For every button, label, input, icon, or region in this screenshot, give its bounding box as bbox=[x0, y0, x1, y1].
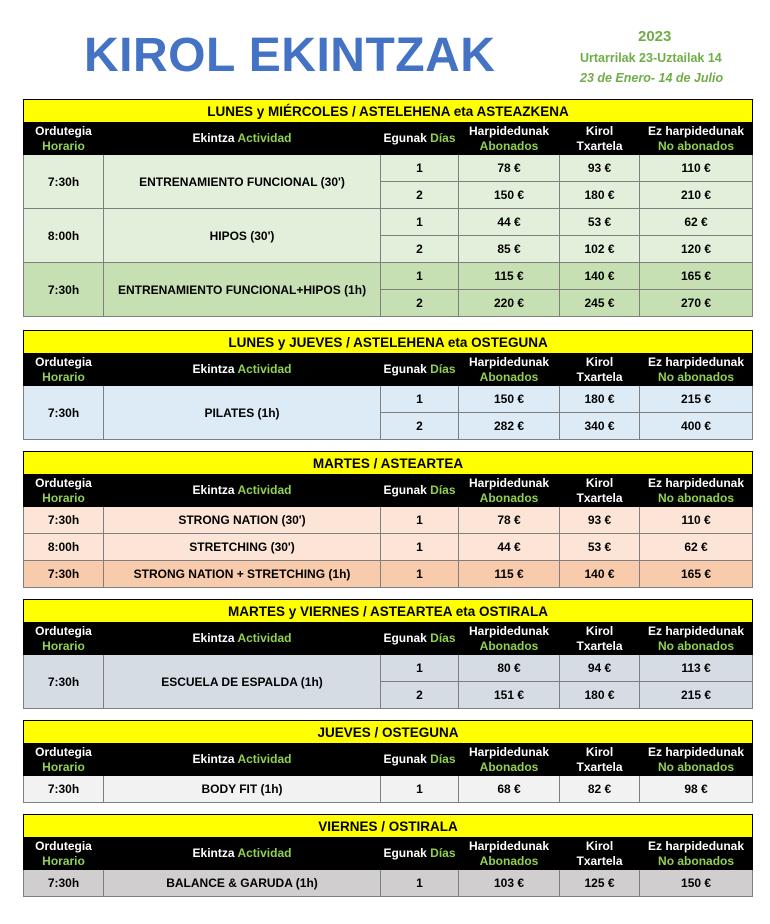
price-kirol-cell: 125 € bbox=[560, 870, 640, 897]
time-cell: 7:30h bbox=[24, 263, 104, 317]
header-text: Ez harpidedunak bbox=[648, 623, 745, 638]
header-text: Días bbox=[430, 483, 456, 497]
price-kirol-cell: 140 € bbox=[560, 263, 640, 290]
header-text: Horario bbox=[42, 638, 85, 653]
header-text: Txartela bbox=[576, 490, 623, 505]
time-cell: 7:30h bbox=[24, 561, 104, 588]
header-no-abonados bbox=[640, 838, 753, 870]
price-abonados-cell: 151 € bbox=[459, 682, 560, 709]
price-no-abonados-cell: 215 € bbox=[640, 386, 753, 413]
header-text: Horario bbox=[42, 759, 85, 774]
price-kirol-cell: 140 € bbox=[560, 561, 640, 588]
header-text: Días bbox=[430, 846, 456, 860]
header-text: No abonados bbox=[658, 853, 735, 868]
time-cell: 7:30h bbox=[24, 507, 104, 534]
header-text: Harpidedunak bbox=[468, 623, 549, 638]
price-abonados-cell: 85 € bbox=[459, 236, 560, 263]
activity-cell: HIPOS (30') bbox=[104, 209, 381, 263]
price-abonados-cell: 220 € bbox=[459, 290, 560, 317]
header-text: Harpidedunak bbox=[468, 744, 549, 759]
price-kirol-cell: 180 € bbox=[560, 182, 640, 209]
header-text: Kirol bbox=[585, 354, 614, 369]
time-cell: 8:00h bbox=[24, 534, 104, 561]
schedule-table bbox=[23, 99, 753, 317]
header-text: Ekintza bbox=[192, 131, 235, 145]
header-no-abonados bbox=[640, 623, 753, 655]
price-abonados-cell: 78 € bbox=[459, 507, 560, 534]
header-text: Txartela bbox=[576, 853, 623, 868]
header-no-abonados bbox=[640, 123, 753, 155]
days-cell: 1 bbox=[381, 386, 459, 413]
time-cell: 8:00h bbox=[24, 209, 104, 263]
header-text: Ordutegia bbox=[35, 475, 92, 490]
header-text: Ez harpidedunak bbox=[647, 744, 745, 759]
days-cell: 1 bbox=[381, 870, 459, 897]
header-text: Ekintza bbox=[192, 846, 235, 860]
header-text: Ekintza bbox=[192, 752, 235, 766]
header-dias bbox=[381, 354, 459, 386]
time-cell: 7:30h bbox=[24, 155, 104, 209]
header-text: Abonados bbox=[479, 369, 539, 384]
header-text: Abonados bbox=[479, 490, 539, 505]
activity-cell: STRONG NATION (30') bbox=[104, 507, 381, 534]
header-text: Kirol bbox=[585, 838, 614, 853]
price-abonados-cell: 150 € bbox=[459, 182, 560, 209]
price-kirol-cell: 180 € bbox=[560, 682, 640, 709]
price-abonados-cell: 44 € bbox=[459, 209, 560, 236]
table-row bbox=[24, 386, 753, 413]
days-cell: 1 bbox=[381, 561, 459, 588]
price-no-abonados-cell: 165 € bbox=[640, 263, 753, 290]
header-dias bbox=[381, 744, 459, 776]
table-row bbox=[24, 507, 753, 534]
section-title: VIERNES / OSTIRALA bbox=[24, 815, 753, 838]
header-text: Horario bbox=[42, 138, 85, 153]
time-cell: 7:30h bbox=[24, 386, 104, 440]
header-text: Egunak bbox=[383, 752, 427, 766]
table-row bbox=[24, 561, 753, 588]
price-abonados-cell: 282 € bbox=[459, 413, 560, 440]
schedule-table bbox=[23, 599, 753, 709]
header-horario bbox=[24, 838, 104, 870]
activity-cell: ENTRENAMIENTO FUNCIONAL+HIPOS (1h) bbox=[104, 263, 381, 317]
header-actividad bbox=[104, 623, 381, 655]
price-no-abonados-cell: 113 € bbox=[640, 655, 753, 682]
activity-cell: PILATES (1h) bbox=[104, 386, 381, 440]
header-actividad bbox=[104, 475, 381, 507]
header-text: Egunak bbox=[383, 483, 427, 497]
price-no-abonados-cell: 98 € bbox=[640, 776, 753, 803]
header-no-abonados bbox=[640, 354, 753, 386]
price-no-abonados-cell: 110 € bbox=[640, 155, 753, 182]
header-text: Harpidedunak bbox=[468, 123, 549, 138]
header-abonados bbox=[459, 838, 560, 870]
header-text: Ez harpidedunak bbox=[647, 123, 745, 138]
time-cell: 7:30h bbox=[24, 870, 104, 897]
table-row bbox=[24, 155, 753, 182]
header-kirol-txartela bbox=[560, 123, 640, 155]
schedule-table bbox=[23, 814, 753, 897]
header-text: Kirol bbox=[585, 744, 614, 759]
table-row bbox=[24, 534, 753, 561]
price-kirol-cell: 82 € bbox=[560, 776, 640, 803]
price-no-abonados-cell: 120 € bbox=[640, 236, 753, 263]
header-dias bbox=[381, 123, 459, 155]
header-text: Kirol bbox=[585, 623, 614, 638]
header-text: Kirol bbox=[585, 475, 614, 490]
header-text: Días bbox=[430, 631, 456, 645]
price-abonados-cell: 78 € bbox=[459, 155, 560, 182]
header-actividad bbox=[104, 744, 381, 776]
header-text: Actividad bbox=[237, 483, 292, 497]
header-text: No abonados bbox=[658, 638, 735, 653]
header-text: Ekintza bbox=[192, 362, 235, 376]
header-text: Abonados bbox=[479, 853, 539, 868]
header-text: Ordutegia bbox=[35, 354, 92, 369]
section-title: MARTES / ASTEARTEA bbox=[24, 452, 753, 475]
header-text: Días bbox=[430, 752, 456, 766]
header-no-abonados bbox=[640, 744, 753, 776]
header-text: Ordutegia bbox=[35, 623, 92, 638]
header-text: Actividad bbox=[237, 362, 292, 376]
activity-cell: BALANCE & GARUDA (1h) bbox=[104, 870, 381, 897]
days-cell: 1 bbox=[381, 209, 459, 236]
activity-cell: ESCUELA DE ESPALDA (1h) bbox=[104, 655, 381, 709]
days-cell: 1 bbox=[381, 776, 459, 803]
header-kirol-txartela bbox=[560, 623, 640, 655]
activity-cell: ENTRENAMIENTO FUNCIONAL (30') bbox=[104, 155, 381, 209]
header-horario bbox=[24, 123, 104, 155]
header-text: Actividad bbox=[237, 631, 292, 645]
header-text: Ez harpidedunak bbox=[648, 354, 745, 369]
days-cell: 1 bbox=[381, 534, 459, 561]
price-abonados-cell: 44 € bbox=[459, 534, 560, 561]
period-basque: Urtarrilak 23-Uztailak 14 bbox=[580, 51, 722, 65]
header-actividad bbox=[104, 123, 381, 155]
schedule-table bbox=[23, 330, 753, 440]
table-row bbox=[24, 263, 753, 290]
header-text: Harpidedunak bbox=[468, 475, 549, 490]
header-kirol-txartela bbox=[560, 838, 640, 870]
section-title: LUNES y JUEVES / ASTELEHENA eta OSTEGUNA bbox=[24, 331, 753, 354]
header-text: Txartela bbox=[576, 638, 623, 653]
header-text: Ez harpidedunak bbox=[648, 475, 745, 490]
days-cell: 1 bbox=[381, 155, 459, 182]
header-horario bbox=[24, 475, 104, 507]
price-no-abonados-cell: 165 € bbox=[640, 561, 753, 588]
days-cell: 2 bbox=[381, 182, 459, 209]
header-text: Ordutegia bbox=[35, 123, 92, 138]
header-text: Txartela bbox=[576, 369, 623, 384]
price-kirol-cell: 340 € bbox=[560, 413, 640, 440]
section-title: LUNES y MIÉRCOLES / ASTELEHENA eta ASTEAZKENA bbox=[24, 100, 753, 123]
header-kirol-txartela bbox=[560, 354, 640, 386]
schedule-table bbox=[23, 720, 753, 803]
price-kirol-cell: 245 € bbox=[560, 290, 640, 317]
price-abonados-cell: 80 € bbox=[459, 655, 560, 682]
price-abonados-cell: 115 € bbox=[459, 263, 560, 290]
price-no-abonados-cell: 62 € bbox=[640, 534, 753, 561]
header-text: Egunak bbox=[383, 631, 427, 645]
header-text: Actividad bbox=[237, 752, 292, 766]
header-dias bbox=[381, 838, 459, 870]
price-kirol-cell: 180 € bbox=[560, 386, 640, 413]
activity-cell: STRETCHING (30') bbox=[104, 534, 381, 561]
price-kirol-cell: 53 € bbox=[560, 209, 640, 236]
header-text: Ordutegia bbox=[35, 744, 92, 759]
price-abonados-cell: 150 € bbox=[459, 386, 560, 413]
schedule-table bbox=[23, 451, 753, 588]
page-title: KIROL EKINTZAK bbox=[84, 29, 496, 82]
period-spanish: 23 de Enero- 14 de Julio bbox=[580, 71, 724, 85]
header-dias bbox=[381, 475, 459, 507]
header-text: Ordutegia bbox=[35, 838, 92, 853]
table-row bbox=[24, 655, 753, 682]
activity-cell: STRONG NATION + STRETCHING (1h) bbox=[104, 561, 381, 588]
header-text: Ez harpidedunak bbox=[648, 838, 745, 853]
header-text: Abonados bbox=[479, 638, 539, 653]
table-row bbox=[24, 776, 753, 803]
days-cell: 2 bbox=[381, 236, 459, 263]
header-text: Días bbox=[430, 362, 456, 376]
price-kirol-cell: 93 € bbox=[560, 507, 640, 534]
header-text: No abonados bbox=[658, 138, 735, 153]
price-kirol-cell: 53 € bbox=[560, 534, 640, 561]
header-no-abonados bbox=[640, 475, 753, 507]
price-no-abonados-cell: 150 € bbox=[640, 870, 753, 897]
price-abonados-cell: 68 € bbox=[459, 776, 560, 803]
days-cell: 1 bbox=[381, 263, 459, 290]
header-abonados bbox=[459, 744, 560, 776]
price-no-abonados-cell: 62 € bbox=[640, 209, 753, 236]
days-cell: 2 bbox=[381, 290, 459, 317]
header-text: Actividad bbox=[237, 846, 292, 860]
header-abonados bbox=[459, 623, 560, 655]
header-text: Días bbox=[430, 131, 456, 145]
header-horario bbox=[24, 354, 104, 386]
header-text: Ekintza bbox=[192, 483, 235, 497]
header-kirol-txartela bbox=[560, 475, 640, 507]
year-label: 2023 bbox=[638, 28, 672, 45]
header-text: Egunak bbox=[383, 362, 427, 376]
header-horario bbox=[24, 623, 104, 655]
header-dias bbox=[381, 623, 459, 655]
time-cell: 7:30h bbox=[24, 776, 104, 803]
header-text: Horario bbox=[42, 490, 85, 505]
activity-cell: BODY FIT (1h) bbox=[104, 776, 381, 803]
header-abonados bbox=[459, 354, 560, 386]
header-text: Ekintza bbox=[192, 631, 235, 645]
header-abonados bbox=[459, 123, 560, 155]
section-title: MARTES y VIERNES / ASTEARTEA eta OSTIRALA bbox=[24, 600, 753, 623]
section-title: JUEVES / OSTEGUNA bbox=[24, 721, 753, 744]
days-cell: 2 bbox=[381, 682, 459, 709]
header-kirol-txartela bbox=[560, 744, 640, 776]
days-cell: 2 bbox=[381, 413, 459, 440]
header-text: Harpidedunak bbox=[468, 354, 549, 369]
price-no-abonados-cell: 400 € bbox=[640, 413, 753, 440]
header-text: Harpidedunak bbox=[468, 838, 549, 853]
price-abonados-cell: 115 € bbox=[459, 561, 560, 588]
header-text: Txartela bbox=[576, 138, 623, 153]
table-row bbox=[24, 209, 753, 236]
header-text: No abonados bbox=[658, 759, 735, 774]
days-cell: 1 bbox=[381, 655, 459, 682]
header-text: Horario bbox=[42, 853, 85, 868]
price-no-abonados-cell: 270 € bbox=[640, 290, 753, 317]
header-text: Txartela bbox=[576, 759, 623, 774]
header-text: Egunak bbox=[383, 131, 427, 145]
header-text: Kirol bbox=[585, 123, 614, 138]
header-text: Horario bbox=[42, 369, 85, 384]
price-kirol-cell: 93 € bbox=[560, 155, 640, 182]
time-cell: 7:30h bbox=[24, 655, 104, 709]
price-kirol-cell: 94 € bbox=[560, 655, 640, 682]
header-actividad bbox=[104, 838, 381, 870]
header-text: No abonados bbox=[658, 369, 735, 384]
price-no-abonados-cell: 110 € bbox=[640, 507, 753, 534]
header-text: Abonados bbox=[479, 759, 539, 774]
days-cell: 1 bbox=[381, 507, 459, 534]
header-horario bbox=[24, 744, 104, 776]
price-no-abonados-cell: 215 € bbox=[640, 682, 753, 709]
header-abonados bbox=[459, 475, 560, 507]
table-row bbox=[24, 870, 753, 897]
price-no-abonados-cell: 210 € bbox=[640, 182, 753, 209]
header-text: Abonados bbox=[479, 138, 539, 153]
header-text: No abonados bbox=[658, 490, 735, 505]
price-kirol-cell: 102 € bbox=[560, 236, 640, 263]
header-text: Actividad bbox=[237, 131, 292, 145]
header-text: Egunak bbox=[383, 846, 427, 860]
price-abonados-cell: 103 € bbox=[459, 870, 560, 897]
header-actividad bbox=[104, 354, 381, 386]
